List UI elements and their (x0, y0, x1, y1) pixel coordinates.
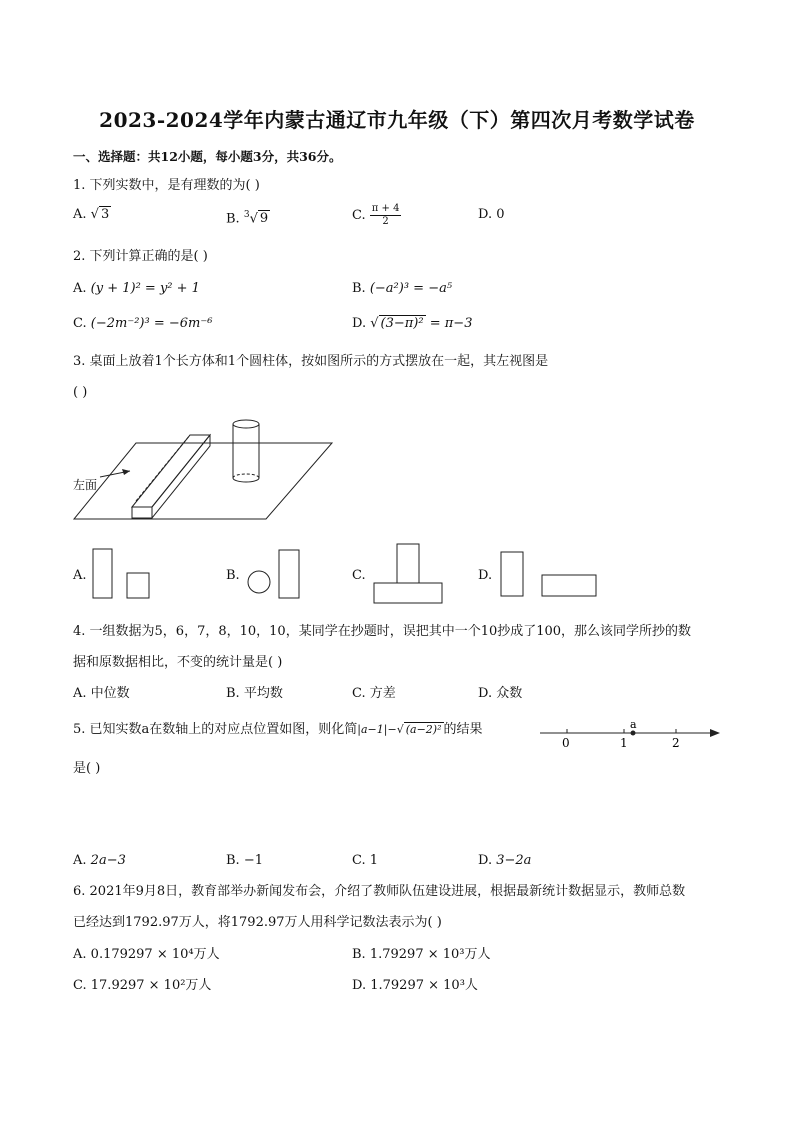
q1-option-c-denominator: 2 (382, 216, 389, 227)
q6-option-c[interactable] (73, 976, 211, 996)
q6-option-d-value: 1.79297 × 10³人 (370, 978, 478, 993)
q6-option-a-value: 0.179297 × 10⁴万人 (90, 947, 220, 962)
question-3-paren: ( ) (73, 385, 88, 400)
q2-option-b-expr: (−a²)³ = −a⁵ (369, 281, 453, 296)
section-heading: 一、选择题：共12小题，每小题3分，共36分。 (73, 149, 342, 164)
q5-option-d[interactable] (478, 851, 531, 871)
q3-option-d-figure (498, 550, 600, 600)
sqrt-symbol: √ (396, 723, 404, 736)
q1-option-b-index: 3 (243, 210, 250, 220)
q3-option-b-label[interactable]: B. (226, 568, 240, 583)
q5-option-c-label: C. (352, 853, 366, 868)
q4-option-a[interactable]: A. 中位数 (73, 686, 130, 701)
q2-option-d-rest: = π−3 (425, 316, 473, 331)
question-1-stem: 1. 下列实数中，是有理数的为( ) (73, 178, 260, 193)
q1-option-c-numerator: π + 4 (371, 203, 400, 214)
q5-stem-pre: 5. 已知实数a在数轴上的对应点位置如图，则化简 (73, 722, 358, 737)
question-5-stem-line2: 是( ) (73, 761, 101, 776)
page-title: 2023-2024学年内蒙古通辽市九年级（下）第四次月考数学试卷 (99, 108, 695, 132)
axis-tick-1: 1 (620, 736, 628, 750)
axis-point-a: a (630, 718, 637, 731)
q5-option-b-expr: −1 (243, 853, 263, 868)
q5-stem-abs: |a−1|− (357, 723, 397, 736)
question-5-stem (73, 720, 483, 740)
q2-option-a-expr: (y + 1)² = y² + 1 (90, 281, 200, 296)
q5-option-a-label: A. (73, 853, 87, 868)
q1-option-d-value: 0 (496, 207, 505, 222)
q5-option-a-expr: 2a−3 (90, 853, 126, 868)
q1-option-a[interactable] (73, 205, 111, 225)
q1-option-c-label: C. (352, 208, 366, 223)
q6-option-c-label: C. (73, 978, 87, 993)
q1-option-a-value: 3 (100, 207, 110, 222)
question-3-stem: 3. 桌面上放着1个长方体和1个圆柱体，按如图所示的方式摆放在一起，其左视图是 (73, 354, 549, 369)
q6-option-d[interactable] (352, 976, 478, 996)
q3-option-c-label[interactable]: C. (352, 568, 366, 583)
q4-option-b[interactable]: B. 平均数 (226, 686, 283, 701)
q5-option-d-expr: 3−2a (496, 853, 532, 868)
q6-option-c-value: 17.9297 × 10²万人 (90, 978, 212, 993)
q1-option-d[interactable] (478, 205, 505, 225)
sqrt-symbol: √ (370, 316, 379, 331)
q6-option-d-label: D. (352, 978, 367, 993)
q5-option-b-label: B. (226, 853, 240, 868)
q2-option-d-radicand: (3−π)² (380, 316, 424, 331)
q5-number-line (538, 718, 724, 752)
q2-option-b-label: B. (352, 281, 366, 296)
q3-option-a-label[interactable]: A. (73, 568, 87, 583)
q5-option-a[interactable] (73, 851, 126, 871)
q1-option-d-label: D. (478, 207, 493, 222)
question-4-stem-line1: 4. 一组数据为5，6，7，8，10，10，某同学在抄题时，误把其中一个10抄成了100，那么该同学所抄的数 (73, 624, 692, 639)
axis-tick-0: 0 (562, 736, 570, 750)
sqrt-symbol: √ (249, 211, 258, 227)
q1-option-c[interactable] (352, 203, 401, 228)
q5-option-c[interactable] (352, 851, 378, 871)
question-6-stem-line2: 已经达到1792.97万人，将1792.97万人用科学记数法表示为( ) (73, 915, 442, 930)
q1-option-b[interactable] (226, 205, 270, 229)
q5-stem-sqrt: (a−2)² (405, 723, 442, 736)
q2-option-c-label: C. (73, 316, 87, 331)
q3-figure-label: 左面 (73, 478, 98, 492)
sqrt-symbol: √ (90, 207, 99, 222)
question-6-stem-line1: 6. 2021年9月8日，教育部举办新闻发布会，介绍了教师队伍建设进展，根据最新统计数据显示，教师总数 (73, 884, 686, 899)
q1-option-b-label: B. (226, 211, 240, 227)
q2-option-b[interactable] (352, 279, 452, 299)
q5-option-d-label: D. (478, 853, 493, 868)
question-4-stem-line2: 据和原数据相比，不变的统计量是( ) (73, 655, 283, 670)
q3-solid-figure (70, 415, 340, 525)
q4-option-d[interactable]: D. 众数 (478, 686, 523, 701)
q4-option-c[interactable]: C. 方差 (352, 686, 396, 701)
q3-option-a-figure (90, 548, 152, 602)
q2-option-a[interactable] (73, 279, 200, 299)
q1-option-b-value: 9 (259, 211, 269, 227)
q1-option-a-label: A. (73, 207, 87, 222)
question-2-stem: 2. 下列计算正确的是( ) (73, 249, 208, 264)
q3-option-b-figure (246, 548, 304, 602)
q2-option-c-expr: (−2m⁻²)³ = −6m⁻⁶ (90, 316, 213, 331)
axis-tick-2: 2 (672, 736, 680, 750)
q6-option-a-label: A. (73, 947, 87, 962)
q5-option-b[interactable] (226, 851, 263, 871)
q1-option-c-fraction (370, 203, 402, 228)
q6-option-b-value: 1.79297 × 10³万人 (369, 947, 491, 962)
q5-stem-post: 的结果 (443, 722, 483, 737)
q5-option-c-expr: 1 (369, 853, 379, 868)
q3-option-d-label[interactable]: D. (478, 568, 493, 583)
q6-option-a[interactable] (73, 945, 220, 965)
q2-option-c[interactable] (73, 314, 212, 334)
q3-option-c-figure (372, 542, 446, 606)
q2-option-d-label: D. (352, 316, 367, 331)
q6-option-b-label: B. (352, 947, 366, 962)
q2-option-a-label: A. (73, 281, 87, 296)
q2-option-d[interactable] (352, 314, 472, 334)
q6-option-b[interactable] (352, 945, 491, 965)
